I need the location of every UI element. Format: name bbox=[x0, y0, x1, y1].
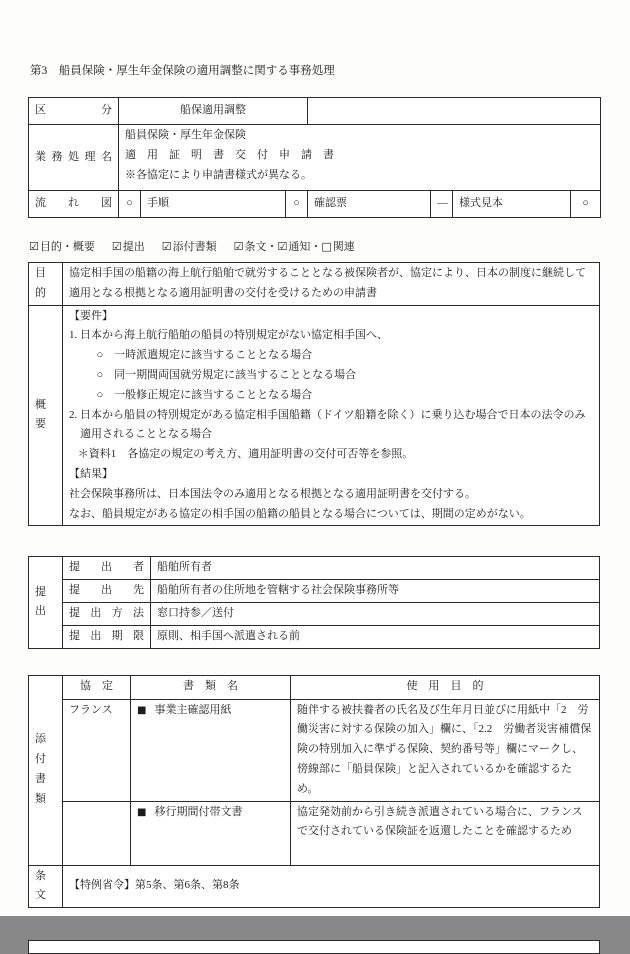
checkbox-label: 添付書類 bbox=[172, 241, 217, 253]
checkbox-separator: ・ bbox=[266, 241, 278, 253]
category-empty-cell bbox=[308, 98, 601, 125]
task-name-line: 適 用 証 明 書 交 付 申 請 書 bbox=[125, 148, 334, 161]
unchecked-checkbox-icon: □ bbox=[321, 240, 332, 253]
purpose-overview-table bbox=[28, 262, 600, 526]
checkbox-purpose-overview bbox=[29, 238, 95, 254]
overview-line: ＊資料1 各協定の規定の考え方、適用証明書の交付可否等を参照。 bbox=[77, 448, 414, 461]
submit-to-label: 提出先 bbox=[63, 580, 151, 603]
attachments-label-line: 添付 bbox=[35, 733, 46, 766]
attachments-header-document: 書 類 名 bbox=[131, 675, 291, 699]
submit-method-value: 窓口持参／送付 bbox=[151, 602, 600, 625]
purpose-row bbox=[29, 263, 600, 306]
submitter-label: 提出者 bbox=[63, 557, 151, 580]
section-checkboxes bbox=[29, 238, 600, 254]
checkbox-label: 関連 bbox=[332, 241, 355, 253]
attachment-document bbox=[131, 801, 291, 865]
submit-to-value: 船舶所有者の住所地を管轄する社会保険事務所等 bbox=[151, 580, 600, 603]
task-name-value bbox=[119, 125, 601, 191]
flow-mark-procedure: ○ bbox=[119, 191, 141, 218]
attachment-purpose: 随伴する被扶養者の氏名及び生年月日並びに用紙中「2 労働災害に対する保険の加入」欄に、「2.2 労働者災害補償保険の特別加入に準ずる保険、契約番号等」欄にマークし、傍線部に「船員保険」と記入されているかを確認するため。 bbox=[291, 699, 600, 801]
attachment-row bbox=[29, 699, 600, 801]
overview-line: 社会保険事務所は、日本国法令のみ適用となる根拠となる適用証明書を交付する。 bbox=[69, 487, 476, 500]
checkbox-articles bbox=[234, 238, 278, 254]
purpose-text: 協定相手国の船籍の海上航行船舶で就労することとなる被保険者が、協定により、日本の制度に継続して適用となる根拠となる適用証明書の交付を受けるための申請書 bbox=[63, 263, 600, 306]
submit-method-label: 提出方法 bbox=[63, 602, 151, 625]
task-name-line: 船員保険・厚生年金保険 bbox=[125, 129, 246, 141]
category-value: 船保適用調整 bbox=[119, 98, 308, 125]
submission-label: 提出 bbox=[29, 557, 63, 648]
submit-deadline-row bbox=[29, 625, 600, 648]
checked-checkbox-icon: ☑ bbox=[111, 240, 122, 253]
attachment-agreement bbox=[63, 801, 131, 865]
checkbox-label: 提出 bbox=[122, 241, 145, 253]
articles-label: 条文 bbox=[29, 865, 63, 908]
articles-row bbox=[29, 865, 600, 908]
checked-checkbox-icon: ☑ bbox=[29, 240, 39, 253]
overview-line: 1. 日本から海上航行船舶の船員の特別規定がない協定相手国へ、 bbox=[69, 329, 388, 342]
submitter-value: 船舶所有者 bbox=[151, 557, 600, 580]
flow-mark-sample: ― bbox=[431, 191, 453, 218]
category-label: 区分 bbox=[29, 98, 119, 125]
summary-table bbox=[28, 97, 601, 218]
attachment-purpose: 協定発効前から引き続き派遣されている場合に、フランスで交付されている保険証を返還したことを確認するため bbox=[291, 801, 600, 865]
page-title: 第3 船員保険・厚生年金保険の適用調整に関する事務処理 bbox=[30, 65, 335, 77]
checkbox-label: 通知 bbox=[288, 241, 311, 253]
attachments-label-line: 書類 bbox=[35, 773, 46, 805]
submit-deadline-label: 提出期限 bbox=[63, 625, 151, 648]
flow-item-confirmation: 確認票 bbox=[308, 191, 431, 218]
checkbox-notice bbox=[278, 238, 322, 254]
attachment-row bbox=[29, 801, 600, 865]
checked-checkbox-icon: ☑ bbox=[277, 240, 288, 253]
purpose-label: 目的 bbox=[29, 263, 63, 306]
flow-label: 流れ図 bbox=[29, 191, 119, 218]
flow-mark-end: ○ bbox=[571, 191, 601, 218]
checkbox-attachments bbox=[162, 238, 217, 254]
submit-deadline-value: 原則、相手国へ派遣される前 bbox=[151, 625, 600, 648]
overview-line: ○ 一時派遣規定に該当することとなる場合 bbox=[96, 349, 313, 362]
checkbox-separator: ・ bbox=[310, 241, 322, 253]
black-square-bullet-icon: ■ bbox=[137, 806, 147, 818]
submit-method-row bbox=[29, 602, 600, 625]
overview-line: 【結果】 bbox=[69, 467, 113, 480]
attachment-document-name: 移行期間付帯文書 bbox=[154, 805, 243, 818]
overview-line: ○ 一般修正規定に該当することとなる場合 bbox=[96, 388, 313, 401]
overview-label: 概要 bbox=[29, 305, 63, 526]
overview-line: 2. 日本から船員の特別規定がある協定相手国船籍（ドイツ船籍を除く）に乗り込む場合で日本の法令のみ適用されることとなる場合 bbox=[69, 408, 586, 441]
flow-item-sample: 様式見本 bbox=[453, 191, 571, 218]
checked-checkbox-icon: ☑ bbox=[161, 240, 172, 253]
checkbox-submission bbox=[112, 238, 145, 254]
attachment-document bbox=[131, 699, 291, 801]
checkbox-label: 条文 bbox=[244, 241, 267, 253]
attachments-label bbox=[29, 675, 63, 865]
checkbox-related bbox=[321, 238, 354, 254]
overview-row bbox=[29, 305, 600, 526]
submit-to-row bbox=[29, 580, 600, 603]
task-name-row bbox=[29, 125, 601, 191]
task-name-line: ※各協定により申請書様式が異なる。 bbox=[125, 168, 312, 181]
empty-table-strip bbox=[28, 940, 600, 954]
overview-line: 【要件】 bbox=[69, 309, 113, 322]
attachment-agreement: フランス bbox=[63, 699, 131, 801]
overview-line: ○ 同一期間両国就労規定に該当することとなる場合 bbox=[96, 368, 357, 381]
attachments-header-row bbox=[29, 675, 600, 699]
overview-line: なお、船員規定がある協定の相手国の船籍の船員となる場合については、期間の定めがない。 bbox=[69, 507, 531, 520]
category-row bbox=[29, 98, 601, 125]
attachment-document-name: 事業主確認用紙 bbox=[154, 703, 232, 716]
attachments-header-agreement: 協 定 bbox=[63, 675, 131, 699]
flow-item-procedure: 手順 bbox=[141, 191, 286, 218]
attachments-table bbox=[28, 675, 600, 909]
black-square-bullet-icon: ■ bbox=[137, 704, 147, 716]
checked-checkbox-icon: ☑ bbox=[233, 240, 244, 253]
checkbox-label: 目的・概要 bbox=[39, 241, 95, 253]
submitter-row bbox=[29, 557, 600, 580]
overview-text bbox=[63, 305, 600, 526]
flow-row bbox=[29, 191, 601, 218]
submission-table bbox=[28, 556, 600, 648]
articles-value: 【特例省令】第5条、第6条、第8条 bbox=[63, 865, 600, 908]
attachments-header-usage: 使 用 目 的 bbox=[291, 675, 600, 699]
task-name-label: 業務処理名 bbox=[29, 125, 119, 191]
flow-mark-confirmation: ○ bbox=[286, 191, 308, 218]
